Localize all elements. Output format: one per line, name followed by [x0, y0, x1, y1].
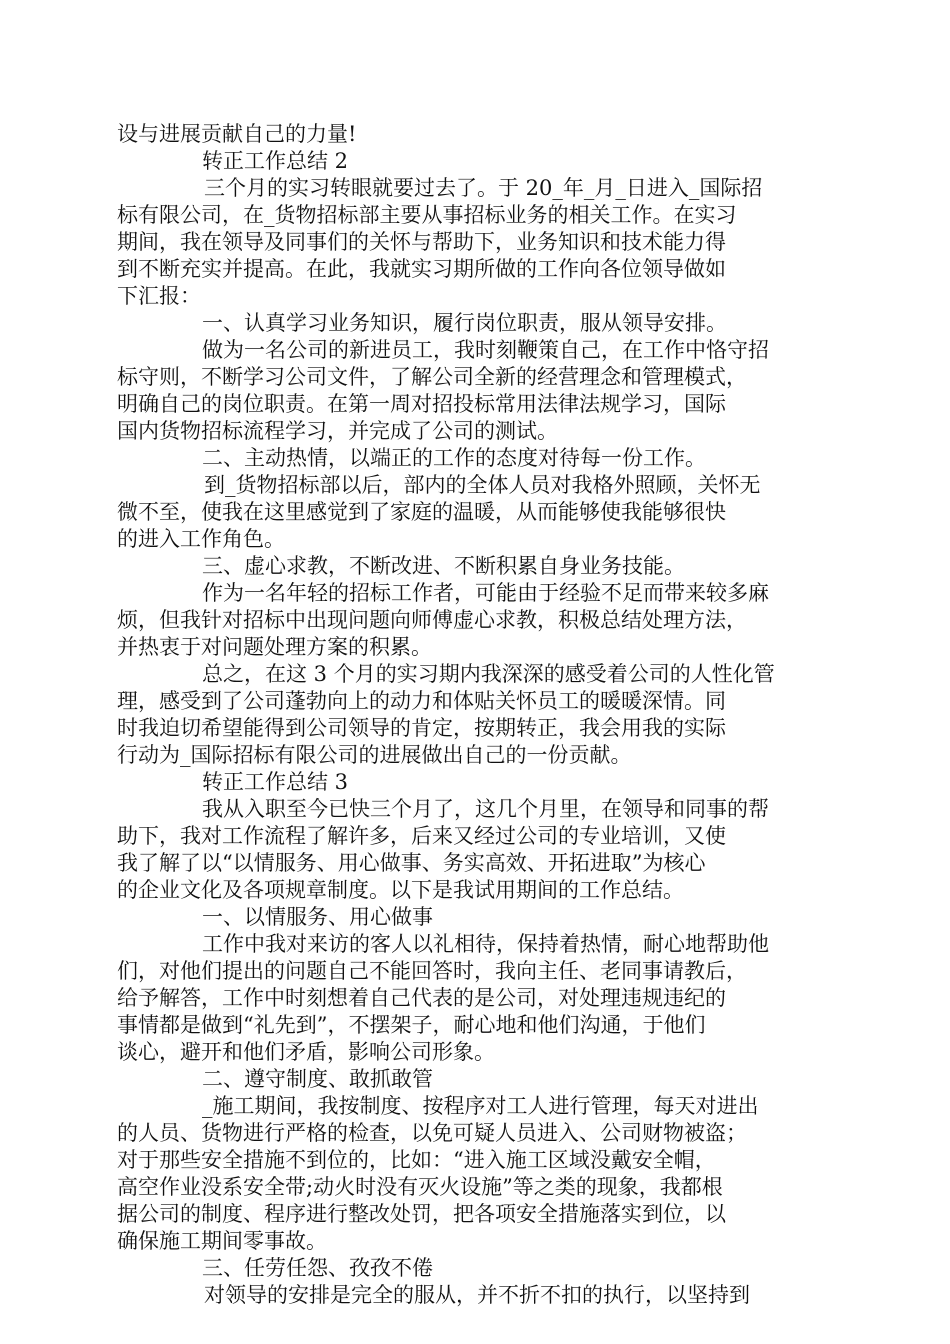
text-line: 标守则，不断学习公司文件，了解公司全新的经营理念和管理模式， — [117, 365, 747, 389]
text-line: 作为一名年轻的招标工作者，可能由于经验不足而带来较多麻 — [202, 581, 769, 605]
text-line: 并热衷于对问题处理方案的积累。 — [117, 635, 432, 659]
subheading: 三、任劳任怨、孜孜不倦 — [202, 1256, 433, 1280]
text-line: 助下，我对工作流程了解许多，后来又经过公司的专业培训，又使 — [117, 824, 726, 848]
text-line: 事情都是做到“礼先到”，不摆架子，耐心地和他们沟通，于他们 — [117, 1013, 706, 1037]
text-line: 对于那些安全措施不到位的，比如：“进入施工区域没戴安全帽， — [117, 1148, 716, 1172]
text-line: 的人员、货物进行严格的检查，以免可疑人员进入、公司财物被盗； — [117, 1121, 747, 1145]
text-line: 高空作业没系安全带;动火时没有灭火设施”等之类的现象，我都根 — [117, 1175, 723, 1199]
section-title: 转正工作总结 3 — [202, 770, 349, 794]
text-line: 我了解了以“以情服务、用心做事、务实高效、开拓进取”为核心 — [117, 851, 706, 875]
text-line: _施工期间，我按制度、按程序对工人进行管理，每天对进出 — [202, 1094, 759, 1118]
text-line: 国内货物招标流程学习，并完成了公司的测试。 — [117, 419, 558, 443]
text-line: 的企业文化及各项规章制度。以下是我试用期间的工作总结。 — [117, 878, 684, 902]
subheading: 一、以情服务、用心做事 — [202, 905, 433, 929]
subheading: 二、遵守制度、敢抓敢管 — [202, 1067, 433, 1091]
text-line: 到_货物招标部以后，部内的全体人员对我格外照顾，关怀无 — [204, 473, 761, 497]
text-line: 做为一名公司的新进员工，我时刻鞭策自己，在工作中恪守招 — [202, 338, 769, 362]
text-line: 理，感受到了公司蓬勃向上的动力和体贴关怀员工的暖暖深情。同 — [117, 689, 726, 713]
text-line: 时我迫切希望能得到公司领导的肯定，按期转正，我会用我的实际 — [117, 716, 726, 740]
text-line: 据公司的制度、程序进行整改处罚，把各项安全措施落实到位，以 — [117, 1202, 726, 1226]
subheading: 二、主动热情，以端正的工作的态度对待每一份工作。 — [202, 446, 706, 470]
text-line: 烦，但我针对招标中出现问题向师傅虚心求教，积极总结处理方法， — [117, 608, 747, 632]
text-line: 期间，我在领导及同事们的关怀与帮助下，业务知识和技术能力得 — [117, 230, 726, 254]
text-line: 对领导的安排是完全的服从，并不折不扣的执行，以坚持到 — [204, 1283, 750, 1307]
text-line: 我从入职至今已快三个月了，这几个月里，在领导和同事的帮 — [202, 797, 769, 821]
text-line: 标有限公司，在_货物招标部主要从事招标业务的相关工作。在实习 — [117, 203, 737, 227]
text-line: 工作中我对来访的客人以礼相待，保持着热情，耐心地帮助他 — [202, 932, 769, 956]
text-line: 微不至，使我在这里感觉到了家庭的温暖，从而能够使我能够很快 — [117, 500, 726, 524]
text-line: 给予解答，工作中时刻想着自己代表的是公司，对处理违规违纪的 — [117, 986, 726, 1010]
section-title: 转正工作总结 2 — [202, 149, 349, 173]
text-line: 确保施工期间零事故。 — [117, 1229, 327, 1253]
text-line: 到不断充实并提高。在此，我就实习期所做的工作向各位领导做如 — [117, 257, 726, 281]
subheading: 一、认真学习业务知识，履行岗位职责，服从领导安排。 — [202, 311, 727, 335]
text-line: 三个月的实习转眼就要过去了。于 20_年_月_日进入_国际招 — [204, 176, 763, 200]
text-line: 总之，在这 3 个月的实习期内我深深的感受着公司的人性化管 — [202, 662, 775, 686]
text-line: 们，对他们提出的问题自己不能回答时，我向主任、老同事请教后， — [117, 959, 747, 983]
text-line: 明确自己的岗位职责。在第一周对招投标常用法律法规学习，国际 — [117, 392, 726, 416]
text-line: 设与进展贡献自己的力量! — [117, 122, 357, 146]
text-line: 行动为_国际招标有限公司的进展做出自己的一份贡献。 — [117, 743, 632, 767]
text-line: 谈心，避开和他们矛盾，影响公司形象。 — [117, 1040, 495, 1064]
text-line: 下汇报： — [117, 284, 201, 308]
subheading: 三、虚心求教，不断改进、不断积累自身业务技能。 — [202, 554, 685, 578]
text-line: 的进入工作角色。 — [117, 527, 285, 551]
